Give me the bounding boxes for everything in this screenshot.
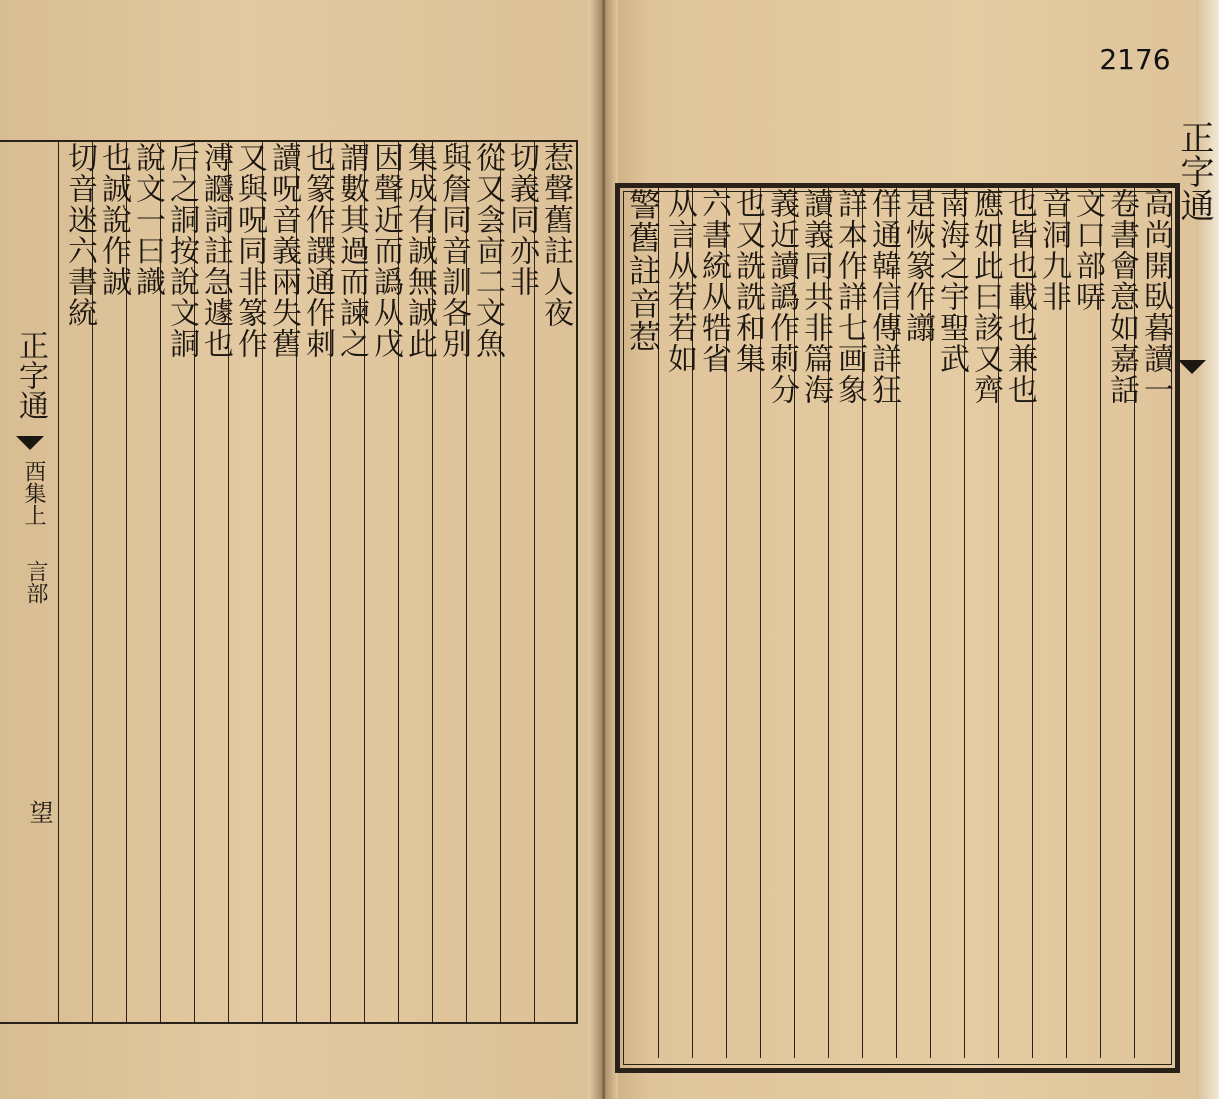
left-column-4: 與詹同音訓各別 bbox=[436, 142, 471, 359]
right-column-1: 高尚開臥暮讀一 bbox=[1138, 188, 1173, 405]
right-column-11: 讀義同共非篇海 bbox=[798, 188, 833, 405]
left-column-9: 讀呪音義兩失舊 bbox=[266, 142, 301, 359]
page-number: 2176 bbox=[1099, 43, 1171, 76]
right-column-13: 也又詵詵和集 bbox=[730, 188, 765, 374]
right-column-4: 音洞九非 bbox=[1036, 188, 1071, 312]
left-margin-radical: 言部 bbox=[23, 560, 48, 604]
right-text-frame bbox=[615, 183, 1180, 1073]
left-column-1: 惹聲舊註人夜 bbox=[538, 142, 573, 328]
left-column-5: 集成有誠無誠此 bbox=[402, 142, 437, 359]
right-column-16: 警舊註音惹 bbox=[624, 188, 662, 353]
right-column-10: 詳本作詳七画象 bbox=[832, 188, 867, 405]
book-gutter bbox=[588, 0, 618, 1099]
right-column-14: 六書統从牿省 bbox=[696, 188, 731, 374]
left-column-7: 謂數其過而諫之 bbox=[334, 142, 369, 359]
right-column-2: 卷書會意如嘉話 bbox=[1104, 188, 1139, 405]
left-margin-folio: 望 bbox=[25, 800, 53, 824]
right-column-8: 是恢篆作譾 bbox=[900, 188, 935, 343]
left-column-2: 切義同亦非 bbox=[504, 142, 539, 297]
right-column-7: 南海之宇聖武 bbox=[934, 188, 969, 374]
left-column-12: 后之詷按說文詷 bbox=[164, 142, 199, 359]
left-text-frame bbox=[0, 140, 578, 1024]
right-column-3: 文口部哢 bbox=[1070, 188, 1105, 312]
right-column-9: 佯通韓信傳詳狂 bbox=[866, 188, 901, 405]
left-column-10: 又與呪同非篆作 bbox=[232, 142, 267, 359]
left-column-14: 也誠說作誠 bbox=[96, 142, 131, 297]
right-column-5: 也皆也載也兼也 bbox=[1002, 188, 1037, 405]
right-column-6: 應如此曰該又齊 bbox=[968, 188, 1003, 405]
left-margin-title: 正字通 bbox=[13, 330, 48, 420]
left-column-6: 因聲近而譌从戊 bbox=[368, 142, 403, 359]
left-column-8: 也篆作譔通作刺 bbox=[300, 142, 335, 359]
left-column-15: 切音迷六書統 bbox=[62, 142, 97, 328]
left-column-11: 溥讔詞註急遽也 bbox=[198, 142, 233, 359]
left-column-13: 說文一曰識 bbox=[130, 142, 165, 297]
right-column-15: 从言从若若如 bbox=[662, 188, 697, 374]
left-margin-section: 酉集上 bbox=[21, 460, 46, 526]
left-column-3: 從又侌㐭二文魚 bbox=[470, 142, 505, 359]
right-fishtail-icon bbox=[1178, 360, 1206, 374]
right-column-12: 義近讀譌作莿分 bbox=[764, 188, 799, 405]
right-margin-title: 正字通 bbox=[1174, 120, 1214, 222]
